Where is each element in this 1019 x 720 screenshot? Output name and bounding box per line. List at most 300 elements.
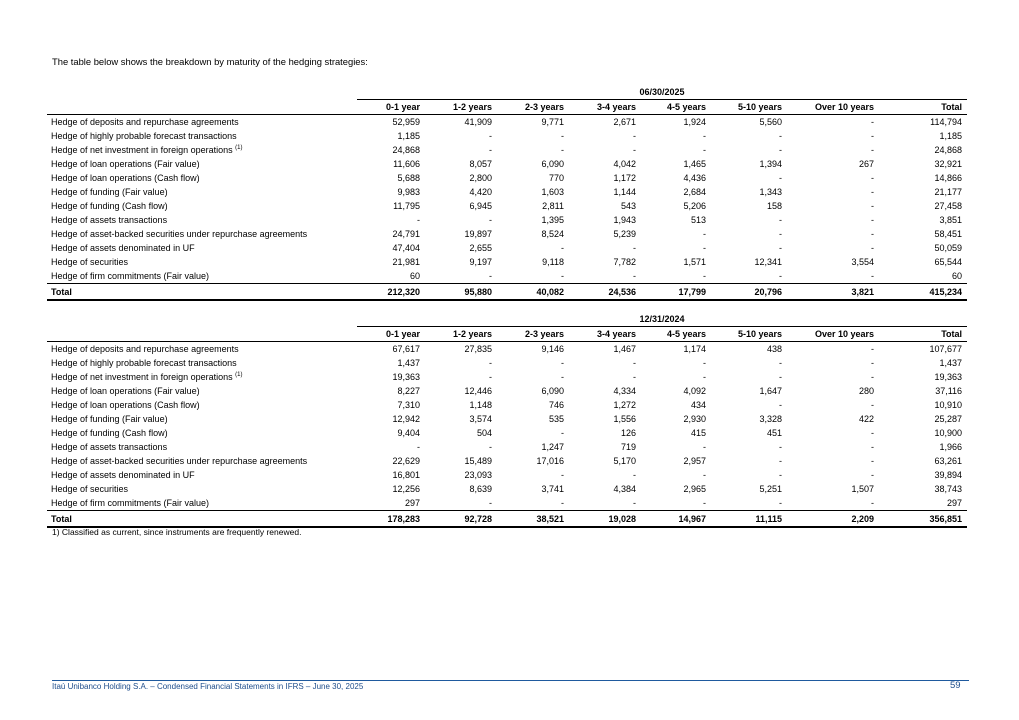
column-header: 5-10 years — [711, 100, 787, 115]
value-cell: - — [703, 358, 706, 368]
value-cell: 27,458 — [934, 201, 963, 211]
value-cell: - — [489, 215, 492, 225]
value-cell: 52,959 — [392, 117, 420, 127]
value-cell: 21,981 — [392, 257, 420, 267]
total-value-cell: 2,209 — [787, 511, 879, 528]
value-cell: 6,090 — [541, 386, 564, 396]
value-cell: 41,909 — [464, 117, 492, 127]
value-cell: 1,571 — [683, 257, 706, 267]
value-cell: 535 — [548, 414, 564, 424]
value-cell: - — [703, 229, 706, 239]
blank-header — [47, 100, 357, 115]
total-row — [47, 284, 967, 301]
value-cell: 1,467 — [613, 344, 636, 354]
value-cell: - — [779, 358, 782, 368]
value-cell: - — [779, 173, 782, 183]
row-label-cell — [47, 143, 357, 157]
value-cell: 107,677 — [929, 344, 963, 354]
value-cell: 1,172 — [613, 173, 636, 183]
value-cell: 267 — [858, 159, 874, 169]
value-cell: 15,489 — [464, 456, 492, 466]
row-label: Hedge of funding (Fair value) — [51, 187, 168, 197]
total-value-cell: 19,028 — [569, 511, 641, 528]
value-cell: - — [871, 271, 874, 281]
total-value-cell: 212,320 — [357, 284, 425, 301]
value-cell: - — [779, 498, 782, 508]
row-label-cell — [47, 496, 357, 511]
row-label-cell — [47, 482, 357, 496]
value-cell: - — [703, 131, 706, 141]
row-label: Hedge of funding (Fair value) — [51, 414, 168, 424]
value-cell: 9,771 — [541, 117, 564, 127]
value-cell: 9,404 — [397, 428, 420, 438]
value-cell: 2,957 — [683, 456, 706, 466]
column-header: Total — [879, 327, 967, 342]
table-row — [47, 269, 967, 284]
row-label-cell — [47, 468, 357, 482]
blank-cell — [47, 84, 357, 100]
value-cell: 9,983 — [397, 187, 420, 197]
value-cell: - — [779, 131, 782, 141]
value-cell: 12,942 — [392, 414, 420, 424]
value-cell: - — [779, 372, 782, 382]
column-header: 0-1 year — [357, 327, 425, 342]
value-cell: - — [489, 271, 492, 281]
footer-divider — [52, 680, 969, 681]
value-cell: - — [779, 456, 782, 466]
value-cell: 39,894 — [934, 470, 963, 480]
row-label-cell — [47, 398, 357, 412]
value-cell: 12,341 — [754, 257, 782, 267]
value-cell: - — [871, 201, 874, 211]
value-cell: 9,118 — [542, 257, 564, 267]
value-cell: 17,016 — [536, 456, 564, 466]
value-cell: - — [871, 358, 874, 368]
value-cell: 24,868 — [934, 145, 963, 155]
row-label-cell — [47, 426, 357, 440]
table-row — [47, 143, 967, 157]
table-row — [47, 454, 967, 468]
row-label: Hedge of loan operations (Fair value) — [51, 159, 200, 169]
value-cell: 504 — [476, 428, 492, 438]
total-value-cell: 38,521 — [497, 511, 569, 528]
column-header: Total — [879, 100, 967, 115]
row-label-cell — [47, 384, 357, 398]
column-header: Over 10 years — [787, 100, 879, 115]
value-cell: 3,574 — [469, 414, 492, 424]
hedge-maturity-table-2025 — [47, 84, 967, 301]
value-cell: - — [633, 498, 636, 508]
value-cell: - — [779, 470, 782, 480]
table-row — [47, 157, 967, 171]
table-row — [47, 426, 967, 440]
value-cell: 1,437 — [397, 358, 420, 368]
value-cell: 12,446 — [464, 386, 492, 396]
row-label-cell — [47, 454, 357, 468]
value-cell: 1,647 — [759, 386, 782, 396]
value-cell: 1,603 — [541, 187, 564, 197]
value-cell: 1,924 — [683, 117, 706, 127]
intro-text: The table below shows the breakdown by maturity of the hedging strategies: — [52, 56, 368, 67]
table-row — [47, 356, 967, 370]
total-value-cell: 17,799 — [641, 284, 711, 301]
date-row — [47, 311, 967, 327]
period-date: 12/31/2024 — [357, 311, 967, 327]
table-row — [47, 370, 967, 384]
column-header: 5-10 years — [711, 327, 787, 342]
total-value-cell: 92,728 — [425, 511, 497, 528]
value-cell: - — [633, 145, 636, 155]
value-cell: - — [633, 358, 636, 368]
table-row — [47, 412, 967, 426]
value-cell: 16,801 — [392, 470, 420, 480]
row-label: Hedge of firm commitments (Fair value) — [51, 498, 210, 508]
value-cell: 438 — [766, 344, 782, 354]
row-label-cell — [47, 342, 357, 357]
value-cell: 24,868 — [392, 145, 420, 155]
value-cell: - — [633, 131, 636, 141]
value-cell: 5,560 — [759, 117, 782, 127]
value-cell: 1,556 — [613, 414, 636, 424]
row-label: Hedge of funding (Cash flow) — [51, 428, 168, 438]
column-header: 2-3 years — [497, 327, 569, 342]
row-label: Hedge of net investment in foreign operations — [51, 372, 233, 382]
column-header: 4-5 years — [641, 100, 711, 115]
value-cell: 38,743 — [934, 484, 963, 494]
value-cell: 5,688 — [397, 173, 420, 183]
row-label: Hedge of assets transactions — [51, 442, 168, 452]
total-value-cell: 178,283 — [357, 511, 425, 528]
value-cell: 4,420 — [469, 187, 492, 197]
value-cell: 3,741 — [541, 484, 564, 494]
table-row — [47, 398, 967, 412]
value-cell: 19,363 — [934, 372, 963, 382]
value-cell: 2,965 — [683, 484, 706, 494]
total-value-cell: 415,234 — [879, 284, 967, 301]
value-cell: - — [561, 498, 564, 508]
value-cell: 65,544 — [934, 257, 963, 267]
value-cell: - — [871, 498, 874, 508]
row-label: Hedge of deposits and repurchase agreements — [51, 117, 239, 127]
value-cell: 5,206 — [683, 201, 706, 211]
value-cell: 1,966 — [939, 442, 963, 452]
row-label: Hedge of deposits and repurchase agreements — [51, 344, 239, 354]
row-label-cell — [47, 171, 357, 185]
value-cell: - — [779, 400, 782, 410]
table-row — [47, 342, 967, 357]
row-label: Hedge of loan operations (Cash flow) — [51, 173, 200, 183]
table-row — [47, 185, 967, 199]
value-cell: - — [871, 173, 874, 183]
row-label-cell — [47, 185, 357, 199]
total-label: Total — [47, 284, 357, 301]
footnote-ref: (1) — [235, 145, 243, 151]
value-cell: 4,092 — [683, 386, 706, 396]
value-cell: 4,436 — [683, 173, 706, 183]
value-cell: - — [561, 131, 564, 141]
column-header: 3-4 years — [569, 100, 641, 115]
row-label: Hedge of loan operations (Cash flow) — [51, 400, 200, 410]
value-cell: 1,507 — [851, 484, 874, 494]
value-cell: - — [703, 271, 706, 281]
column-header: 1-2 years — [425, 100, 497, 115]
value-cell: - — [489, 145, 492, 155]
value-cell: 1,185 — [397, 131, 420, 141]
row-label-cell — [47, 440, 357, 454]
row-label: Hedge of highly probable forecast transactions — [51, 131, 237, 141]
value-cell: 58,451 — [934, 229, 963, 239]
value-cell: 60 — [952, 271, 963, 281]
period-date: 06/30/2025 — [357, 84, 967, 100]
value-cell: - — [489, 498, 492, 508]
value-cell: - — [489, 372, 492, 382]
row-label-cell — [47, 157, 357, 171]
column-header: 3-4 years — [569, 327, 641, 342]
total-value-cell: 14,967 — [641, 511, 711, 528]
value-cell: 8,524 — [541, 229, 564, 239]
value-cell: 1,465 — [683, 159, 706, 169]
value-cell: - — [703, 498, 706, 508]
value-cell: - — [871, 187, 874, 197]
row-label: Hedge of highly probable forecast transactions — [51, 358, 237, 368]
value-cell: 23,093 — [464, 470, 492, 480]
row-label-cell — [47, 356, 357, 370]
value-cell: - — [561, 428, 564, 438]
value-cell: 2,655 — [469, 243, 492, 253]
blank-header — [47, 327, 357, 342]
value-cell: - — [489, 358, 492, 368]
value-cell: 37,116 — [935, 386, 963, 396]
value-cell: 10,910 — [934, 400, 963, 410]
value-cell: - — [703, 145, 706, 155]
value-cell: 8,227 — [397, 386, 420, 396]
table-row — [47, 171, 967, 185]
column-header: 2-3 years — [497, 100, 569, 115]
row-label: Hedge of assets denominated in UF — [51, 243, 195, 253]
row-label: Hedge of firm commitments (Fair value) — [51, 271, 210, 281]
value-cell: 1,943 — [613, 215, 636, 225]
row-label-cell — [47, 255, 357, 269]
value-cell: 4,042 — [613, 159, 636, 169]
value-cell: - — [779, 215, 782, 225]
value-cell: 67,617 — [392, 344, 420, 354]
value-cell: - — [633, 271, 636, 281]
value-cell: 415 — [690, 428, 706, 438]
value-cell: 9,197 — [469, 257, 492, 267]
value-cell: - — [703, 442, 706, 452]
value-cell: 3,851 — [939, 215, 963, 225]
value-cell: - — [871, 131, 874, 141]
column-header: 1-2 years — [425, 327, 497, 342]
value-cell: 6,090 — [541, 159, 564, 169]
value-cell: 3,554 — [851, 257, 874, 267]
value-cell: 1,394 — [759, 159, 782, 169]
column-header-row — [47, 100, 967, 115]
footer-text: Itaú Unibanco Holding S.A. – Condensed Financial Statements in IFRS – June 30, 2025 — [52, 682, 364, 691]
value-cell: 719 — [620, 442, 636, 452]
row-label-cell — [47, 241, 357, 255]
value-cell: - — [779, 243, 782, 253]
value-cell: 114,794 — [930, 117, 963, 127]
row-label: Hedge of asset-backed securities under repurchase agreements — [51, 229, 308, 239]
value-cell: - — [703, 470, 706, 480]
value-cell: 24,791 — [392, 229, 420, 239]
value-cell: - — [779, 229, 782, 239]
value-cell: 770 — [548, 173, 564, 183]
value-cell: 8,639 — [469, 484, 492, 494]
value-cell: - — [561, 470, 564, 480]
value-cell: - — [633, 470, 636, 480]
table-row — [47, 227, 967, 241]
value-cell: 434 — [690, 400, 706, 410]
value-cell: 451 — [766, 428, 782, 438]
row-label-cell — [47, 129, 357, 143]
value-cell: 1,247 — [541, 442, 564, 452]
table-row — [47, 496, 967, 511]
value-cell: - — [561, 372, 564, 382]
value-cell: 9,146 — [541, 344, 564, 354]
value-cell: 5,170 — [613, 456, 636, 466]
total-value-cell: 11,115 — [711, 511, 787, 528]
value-cell: - — [633, 243, 636, 253]
row-label: Hedge of net investment in foreign operations — [51, 145, 233, 155]
total-value-cell: 95,880 — [425, 284, 497, 301]
value-cell: 280 — [858, 386, 874, 396]
total-value-cell: 40,082 — [497, 284, 569, 301]
row-label: Hedge of funding (Cash flow) — [51, 201, 168, 211]
value-cell: - — [779, 271, 782, 281]
value-cell: - — [489, 131, 492, 141]
value-cell: 2,671 — [613, 117, 636, 127]
value-cell: 4,334 — [613, 386, 636, 396]
row-label-cell — [47, 115, 357, 130]
page-number: 59 — [950, 680, 961, 691]
value-cell: 2,800 — [469, 173, 492, 183]
value-cell: - — [561, 271, 564, 281]
value-cell: 297 — [947, 498, 963, 508]
value-cell: 21,177 — [934, 187, 963, 197]
value-cell: 1,144 — [613, 187, 636, 197]
value-cell: - — [489, 442, 492, 452]
value-cell: - — [871, 400, 874, 410]
value-cell: 11,606 — [393, 159, 420, 169]
value-cell: 25,287 — [934, 414, 963, 424]
column-header-row — [47, 327, 967, 342]
row-label: Hedge of assets denominated in UF — [51, 470, 195, 480]
value-cell: - — [417, 215, 420, 225]
total-value-cell: 356,851 — [879, 511, 967, 528]
table-row — [47, 199, 967, 213]
value-cell: 5,251 — [759, 484, 782, 494]
row-label-cell — [47, 412, 357, 426]
column-header: 4-5 years — [641, 327, 711, 342]
total-value-cell: 24,536 — [569, 284, 641, 301]
value-cell: 7,310 — [397, 400, 420, 410]
value-cell: - — [871, 229, 874, 239]
table-row — [47, 440, 967, 454]
row-label: Hedge of securities — [51, 484, 129, 494]
row-label: Hedge of assets transactions — [51, 215, 168, 225]
value-cell: 32,921 — [934, 159, 963, 169]
value-cell: 27,835 — [464, 344, 492, 354]
column-header: Over 10 years — [787, 327, 879, 342]
row-label: Hedge of asset-backed securities under repurchase agreements — [51, 456, 308, 466]
table-row — [47, 241, 967, 255]
value-cell: 47,404 — [392, 243, 420, 253]
value-cell: 3,328 — [759, 414, 782, 424]
value-cell: 10,900 — [934, 428, 963, 438]
total-row — [47, 511, 967, 528]
value-cell: 513 — [690, 215, 706, 225]
value-cell: 5,239 — [613, 229, 636, 239]
row-label-cell — [47, 370, 357, 384]
value-cell: 1,185 — [939, 131, 963, 141]
value-cell: - — [561, 358, 564, 368]
row-label-cell — [47, 269, 357, 284]
value-cell: 22,629 — [392, 456, 420, 466]
table-row — [47, 255, 967, 269]
value-cell: - — [417, 442, 420, 452]
value-cell: 543 — [620, 201, 636, 211]
value-cell: - — [871, 117, 874, 127]
value-cell: - — [703, 372, 706, 382]
value-cell: - — [871, 243, 874, 253]
value-cell: - — [871, 215, 874, 225]
value-cell: - — [871, 344, 874, 354]
footnote-ref: (1) — [235, 372, 243, 378]
table-row — [47, 482, 967, 496]
value-cell: - — [779, 145, 782, 155]
value-cell: 11,795 — [393, 201, 420, 211]
column-header: 0-1 year — [357, 100, 425, 115]
blank-cell — [47, 311, 357, 327]
row-label-cell — [47, 227, 357, 241]
row-label-cell — [47, 199, 357, 213]
value-cell: - — [871, 372, 874, 382]
value-cell: 4,384 — [613, 484, 636, 494]
date-row — [47, 84, 967, 100]
value-cell: - — [871, 470, 874, 480]
value-cell: 1,272 — [613, 400, 636, 410]
value-cell: - — [703, 243, 706, 253]
table-row — [47, 115, 967, 130]
value-cell: 14,866 — [934, 173, 963, 183]
row-label: Hedge of loan operations (Fair value) — [51, 386, 200, 396]
value-cell: 297 — [404, 498, 420, 508]
value-cell: 19,897 — [464, 229, 492, 239]
value-cell: 1,437 — [939, 358, 963, 368]
value-cell: - — [561, 145, 564, 155]
row-label: Hedge of securities — [51, 257, 129, 267]
value-cell: 1,395 — [541, 215, 564, 225]
value-cell: 60 — [409, 271, 420, 281]
table-row — [47, 129, 967, 143]
table-row — [47, 468, 967, 482]
value-cell: 422 — [858, 414, 874, 424]
value-cell: 2,811 — [542, 201, 564, 211]
hedge-maturity-table-2024 — [47, 311, 967, 528]
value-cell: - — [871, 428, 874, 438]
value-cell: 12,256 — [392, 484, 420, 494]
value-cell: - — [561, 243, 564, 253]
total-value-cell: 20,796 — [711, 284, 787, 301]
value-cell: - — [779, 442, 782, 452]
value-cell: 8,057 — [469, 159, 492, 169]
footnote: 1) Classified as current, since instruments are frequently renewed. — [52, 527, 302, 537]
value-cell: 63,261 — [934, 456, 963, 466]
value-cell: 2,930 — [683, 414, 706, 424]
value-cell: 1,148 — [469, 400, 492, 410]
